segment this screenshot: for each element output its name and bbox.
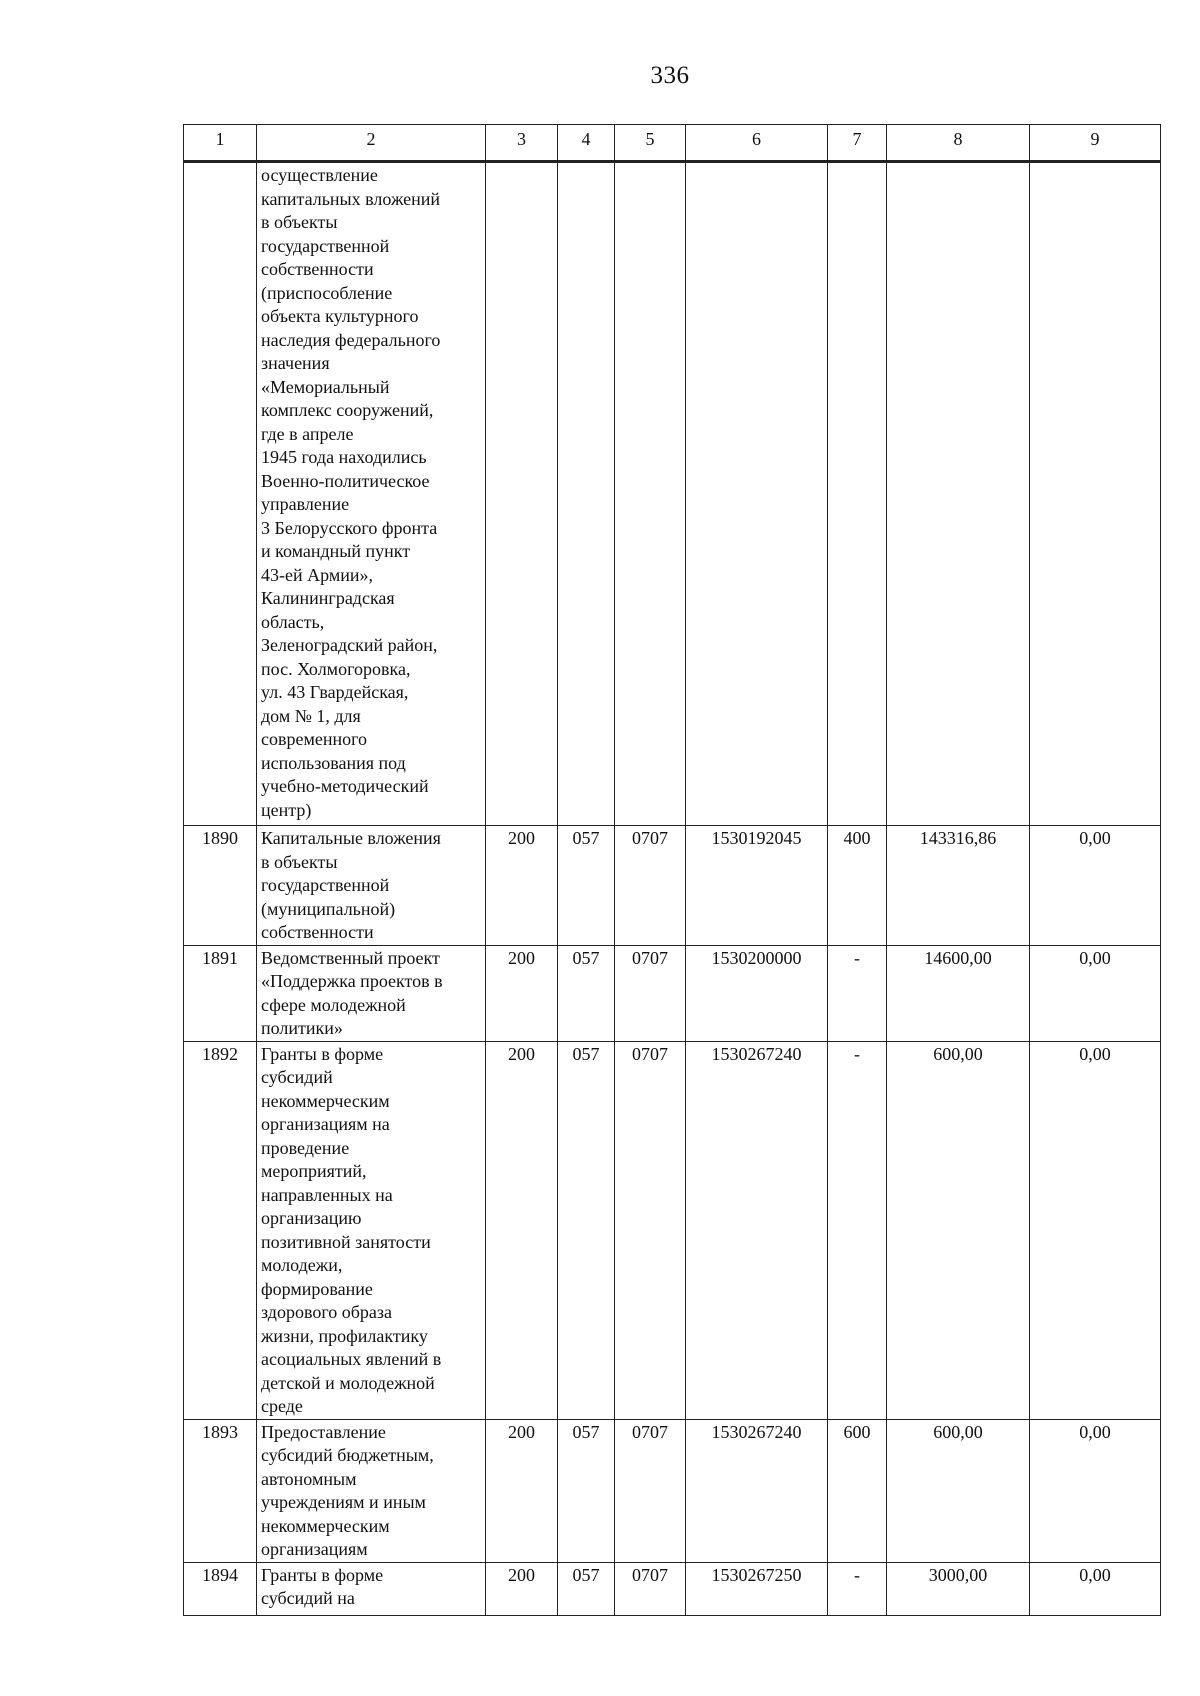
code-cell: 400 bbox=[828, 826, 887, 946]
table-row bbox=[184, 1419, 1161, 1562]
code-cell: 0707 bbox=[615, 1562, 686, 1615]
table-row bbox=[184, 1041, 1161, 1419]
amount-cell bbox=[1030, 162, 1161, 826]
code-cell: 1530267240 bbox=[686, 1419, 828, 1562]
table-row bbox=[184, 826, 1161, 946]
code-cell: 1530267240 bbox=[686, 1041, 828, 1419]
code-cell: 200 bbox=[486, 945, 558, 1041]
row-name-cell bbox=[257, 1562, 486, 1615]
column-header: 4 bbox=[558, 125, 615, 162]
row-number-cell: 1893 bbox=[184, 1419, 257, 1562]
code-cell: 057 bbox=[558, 1419, 615, 1562]
code-cell: 200 bbox=[486, 1041, 558, 1419]
amount-cell: 14600,00 bbox=[887, 945, 1030, 1041]
code-cell: - bbox=[828, 1041, 887, 1419]
column-header: 8 bbox=[887, 125, 1030, 162]
code-cell: 057 bbox=[558, 1041, 615, 1419]
code-cell: 600 bbox=[828, 1419, 887, 1562]
amount-cell: 0,00 bbox=[1030, 1419, 1161, 1562]
code-cell bbox=[686, 162, 828, 826]
code-cell bbox=[828, 162, 887, 826]
row-name-text: Капитальные вложения в объекты государственной (муниципальной) собственности bbox=[261, 828, 441, 942]
code-cell: 1530192045 bbox=[686, 826, 828, 946]
column-header: 6 bbox=[686, 125, 828, 162]
row-number-cell: 1894 bbox=[184, 1562, 257, 1615]
row-name-text: Ведомственный проект «Поддержка проектов в сфере молодежной политики» bbox=[261, 947, 443, 1038]
column-header: 9 bbox=[1030, 125, 1161, 162]
code-cell: 200 bbox=[486, 1562, 558, 1615]
code-cell: 0707 bbox=[615, 945, 686, 1041]
code-cell bbox=[486, 162, 558, 826]
column-header: 5 bbox=[615, 125, 686, 162]
page-number: 336 bbox=[650, 62, 690, 89]
code-cell: 057 bbox=[558, 945, 615, 1041]
row-name-text: Гранты в форме субсидий некоммерческим организациям на проведение мероприятий, направленных на организацию позитивной занятости молодежи, формирование здорового образа жизни, профилактику асоциальных явлений в детской и молодежной среде bbox=[261, 1043, 442, 1416]
row-name-text: Предоставление субсидий бюджетным, автономным учреждениям и иным некоммерческим организациям bbox=[261, 1421, 434, 1559]
amount-cell: 3000,00 bbox=[887, 1562, 1030, 1615]
amount-cell bbox=[887, 162, 1030, 826]
row-number-cell bbox=[184, 162, 257, 826]
code-cell: 200 bbox=[486, 1419, 558, 1562]
code-cell: 0707 bbox=[615, 1041, 686, 1419]
row-name-cell bbox=[257, 1041, 486, 1419]
amount-cell: 0,00 bbox=[1030, 826, 1161, 946]
amount-cell: 0,00 bbox=[1030, 945, 1161, 1041]
amount-cell: 0,00 bbox=[1030, 1041, 1161, 1419]
row-name-text: Гранты в форме субсидий на bbox=[261, 1564, 384, 1608]
column-header: 2 bbox=[257, 125, 486, 162]
code-cell: 0707 bbox=[615, 1419, 686, 1562]
code-cell: 057 bbox=[558, 1562, 615, 1615]
code-cell: - bbox=[828, 945, 887, 1041]
row-number-cell: 1892 bbox=[184, 1041, 257, 1419]
header-row bbox=[184, 125, 1161, 162]
budget-table bbox=[183, 124, 1161, 1616]
table-row bbox=[184, 945, 1161, 1041]
row-number-cell: 1890 bbox=[184, 826, 257, 946]
row-name-cell bbox=[257, 945, 486, 1041]
code-cell bbox=[615, 162, 686, 826]
code-cell: 057 bbox=[558, 826, 615, 946]
column-header: 3 bbox=[486, 125, 558, 162]
amount-cell: 600,00 bbox=[887, 1041, 1030, 1419]
column-header: 7 bbox=[828, 125, 887, 162]
code-cell: 200 bbox=[486, 826, 558, 946]
row-number-cell: 1891 bbox=[184, 945, 257, 1041]
row-name-text: осуществление капитальных вложений в объекты государственной собственности (приспособление объекта культурного наследия федерального значения «Мемориальный комплекс сооружений, где в апреле 1945 года находились Военно-политическое управление 3 Белорусского фронта и командный пункт 43-ей Армии», Калининградская область, Зеленоградский район, пос. Холмогоровка, ул. 43 Гвардейская, дом № 1, для современного использования под учебно-методический центр) bbox=[261, 165, 441, 820]
column-header: 1 bbox=[184, 125, 257, 162]
code-cell bbox=[558, 162, 615, 826]
row-name-cell bbox=[257, 162, 486, 826]
table-row bbox=[184, 162, 1161, 826]
row-name-cell bbox=[257, 1419, 486, 1562]
row-name-cell bbox=[257, 826, 486, 946]
code-cell: 1530200000 bbox=[686, 945, 828, 1041]
code-cell: 0707 bbox=[615, 826, 686, 946]
code-cell: 1530267250 bbox=[686, 1562, 828, 1615]
amount-cell: 143316,86 bbox=[887, 826, 1030, 946]
table-row bbox=[184, 1562, 1161, 1615]
amount-cell: 600,00 bbox=[887, 1419, 1030, 1562]
amount-cell: 0,00 bbox=[1030, 1562, 1161, 1615]
code-cell: - bbox=[828, 1562, 887, 1615]
